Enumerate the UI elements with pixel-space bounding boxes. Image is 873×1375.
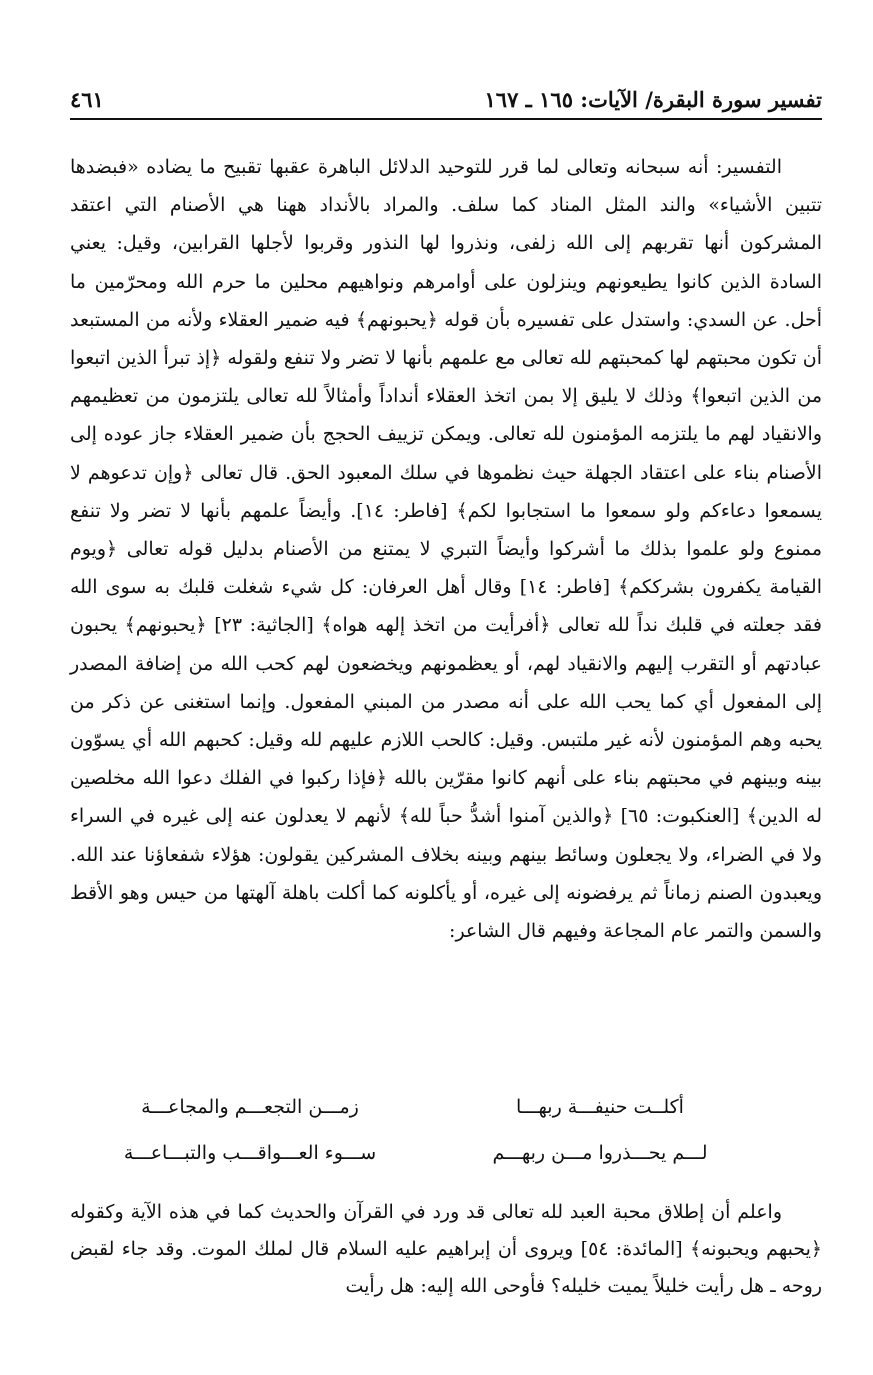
poem-hemistich: زمـــن التجعـــم والمجاعـــة	[141, 1096, 359, 1118]
poem-line-1	[100, 1084, 750, 1130]
poem-hemistich: أكلــت حنيفـــة ربهـــا	[516, 1096, 684, 1118]
poem-block	[100, 1084, 750, 1176]
page-header	[70, 84, 822, 120]
poem-hemistich: ســـوء العـــواقـــب والتبـــاعـــة	[123, 1142, 377, 1164]
closing-body	[70, 1194, 822, 1305]
commentary-paragraph: التفسير: أنه سبحانه وتعالى لما قرر للتوحيد الدلائل الباهرة عقبها تقبيح ما يضاده «فبضدها تتبين الأشياء» والند المثل المناد كما سلف. والمراد بالأنداد ههنا هي الأصنام التي اعتقد المشركون أنها تقربهم إلى الله زلفى، ونذروا لها النذور وقربوا لأجلها القرابين، وقيل: يعني السادة الذين كانوا يطيعونهم وينزلون على أوامرهم ونواهيهم محلين ما حرم الله ومحرّمين ما أحل. عن السدي: واستدل على تفسيره بأن قوله ﴿يحبونهم﴾ فيه ضمير العقلاء ولأنه من المستبعد أن تكون محبتهم لها كمحبتهم لله تعالى مع علمهم بأنها لا تضر ولا تنفع ولقوله ﴿إذ تبرأ الذين اتبعوا من الذين اتبعوا﴾ وذلك لا يليق إلا بمن اتخذ العقلاء أنداداً وأمثالاً لله تعالى يلتزمون من تعظيمهم والانقياد لهم ما يلتزمه المؤمنون لله تعالى. ويمكن تزييف الحجج بأن ضمير العقلاء جاز عوده إلى الأصنام بناء على اعتقاد الجهلة حيث نظموها في سلك المعبود الحق. قال تعالى ﴿وإن تدعوهم لا يسمعوا دعاءكم ولو سمعوا ما استجابوا لكم﴾ [فاطر: ١٤]. وأيضاً علمهم بأنها لا تضر ولا تنفع ممنوع ولو علموا بذلك ما أشركوا وأيضاً التبري لا يمتنع من الأصنام بدليل قوله تعالى ﴿ويوم القيامة يكفرون بشرككم﴾ [فاطر: ١٤] وقال أهل العرفان: كل شيء شغلت قلبك به سوى الله فقد جعلته في قلبك نداً لله تعالى ﴿أفرأيت من اتخذ إلهه هواه﴾ [الجاثية: ٢٣] ﴿يحبونهم﴾ يحبون عبادتهم أو التقرب إليهم والانقياد لهم، أو يعظمونهم ويخضعون لهم كحب الله من إضافة المصدر إلى المفعول أي كما يحب الله على أنه مصدر من المبني المفعول. وإنما استغنى عن ذكر من يحبه وهم المؤمنون لأنه غير ملتبس. وقيل: كالحب اللازم عليهم لله وقيل: كحبهم الله أي يسوّون بينه وبينهم في محبتهم بناء على أنهم كانوا مقرّين بالله ﴿فإذا ركبوا في الفلك دعوا الله مخلصين له الدين﴾ [العنكبوت: ٦٥] ﴿والذين آمنوا أشدُّ حباً لله﴾ لأنهم لا يعدلون عنه إلى غيره في السراء ولا في الضراء، ولا يجعلون وسائط بينهم وبينه بخلاف المشركين يقولون: هؤلاء شفعاؤنا عند الله. ويعبدون الصنم زماناً ثم يرفضونه إلى غيره، أو يأكلونه كما أكلت باهلة آلهتها من حيس وهو الأقط والسمن والتمر عام المجاعة وفيهم قال الشاعر:	[70, 156, 822, 943]
poem-line-2	[100, 1130, 750, 1176]
closing-paragraph: واعلم أن إطلاق محبة العبد لله تعالى قد ورد في القرآن والحديث كما في هذه الآية وكقوله ﴿يحبهم ويحبونه﴾ [المائدة: ٥٤] ويروى أن إبراهيم عليه السلام قال لملك الموت. وقد جاء لقبض روحه ـ هل رأيت خليلاً يميت خليله؟ فأوحى الله إليه: هل رأيت	[70, 1201, 822, 1297]
running-title: تفسير سورة البقرة/ الآيات: ١٦٥ ـ ١٦٧	[484, 87, 822, 112]
commentary-body	[70, 148, 822, 950]
poem-hemistich: لـــم يحـــذروا مـــن ربهـــم	[492, 1142, 708, 1164]
page-number: ٤٦١	[70, 87, 104, 112]
